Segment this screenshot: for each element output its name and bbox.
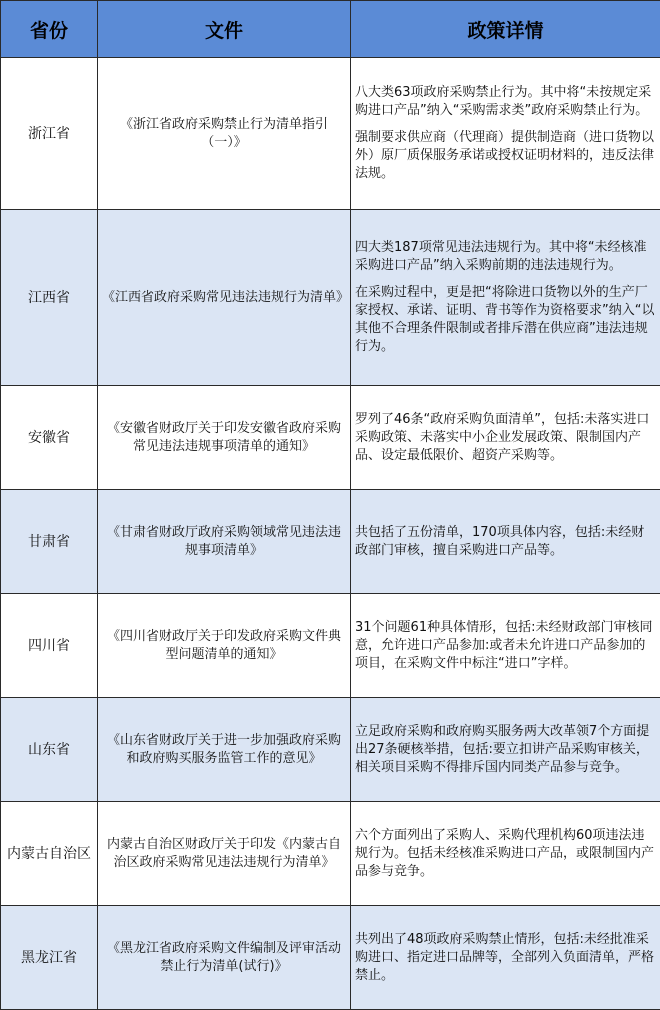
province-cell: 山东省 — [1, 698, 98, 802]
province-cell: 四川省 — [1, 594, 98, 698]
details-paragraph: 共列出了48项政府采购禁止情形，包括:未经批准采购进口、指定进口品牌等，全部列入负面清单，严格禁止。 — [355, 931, 655, 983]
header-document: 文件 — [98, 1, 351, 58]
table-row — [1, 698, 660, 802]
details-paragraph: 共包括了五份清单，170项具体内容，包括:未经财政部门审核，擅自采购进口产品等。 — [355, 524, 645, 558]
details-cell — [351, 58, 660, 210]
details-cell — [351, 698, 660, 802]
document-cell: 《浙江省政府采购禁止行为清单指引（一）》 — [98, 58, 351, 210]
table-row — [1, 386, 660, 490]
table-row — [1, 210, 660, 386]
table-row — [1, 594, 660, 698]
details-paragraph: 六个方面列出了采购人、采购代理机构60项违法违规行为。包括未经核准采购进口产品，或限制国内产品参与竞争。 — [355, 827, 655, 879]
header-province: 省份 — [1, 1, 98, 58]
details-paragraph: 四大类187项常见违法违规行为。其中将“未经核准采购进口产品”纳入采购前期的违法违规行为。 — [355, 240, 647, 273]
document-cell: 《甘肃省财政厅政府采购领域常见违法违规事项清单》 — [98, 490, 351, 594]
document-cell: 内蒙古自治区财政厅关于印发《内蒙古自治区政府采购常见违法违规行为清单》 — [98, 802, 351, 906]
document-cell: 《江西省政府采购常见违法违规行为清单》 — [98, 210, 351, 386]
province-cell: 浙江省 — [1, 58, 98, 210]
table-header — [1, 1, 660, 58]
province-cell: 黑龙江省 — [1, 906, 98, 1010]
document-cell: 《四川省财政厅关于印发政府采购文件典型问题清单的通知》 — [98, 594, 351, 698]
document-cell: 《安徽省财政厅关于印发安徽省政府采购常见违法违规事项清单的通知》 — [98, 386, 351, 490]
table-body — [1, 58, 660, 1010]
province-cell: 江西省 — [1, 210, 98, 386]
header-row — [1, 1, 660, 58]
header-details: 政策详情 — [351, 1, 660, 58]
details-cell — [351, 490, 660, 594]
province-cell: 甘肃省 — [1, 490, 98, 594]
document-cell: 《山东省财政厅关于进一步加强政府采购和政府购买服务监管工作的意见》 — [98, 698, 351, 802]
details-cell — [351, 906, 660, 1010]
details-cell — [351, 386, 660, 490]
details-paragraph: 八大类63项政府采购禁止行为。其中将“未按规定采购进口产品”纳入“采购需求类”政府采购禁止行为。 — [355, 85, 652, 118]
table-row — [1, 906, 660, 1010]
details-paragraph: 强制要求供应商（代理商）提供制造商（进口货物以外）原厂质保服务承诺或授权证明材料的，违反法律法规。 — [355, 130, 655, 181]
table-row — [1, 490, 660, 594]
details-paragraph: 罗列了46条“政府采购负面清单”，包括:未落实进口采购政策、未落实中小企业发展政策、限制国内产品、设定最低限价、超资产采购等。 — [355, 411, 650, 463]
details-cell — [351, 594, 660, 698]
document-cell: 《黑龙江省政府采购文件编制及评审活动禁止行为清单(试行)》 — [98, 906, 351, 1010]
province-cell: 安徽省 — [1, 386, 98, 490]
table-row — [1, 58, 660, 210]
details-paragraph: 立足政府采购和政府购买服务两大改革领7个方面提出27条硬核举措，包括:要立扣讲产品采购审核关，相关项目采购不得排斥国内同类产品参与竞争。 — [355, 723, 650, 775]
table-row — [1, 802, 660, 906]
details-paragraph: 31个问题61种具体情形，包括:未经财政部门审核同意，允许进口产品参加:或者未允许进口产品参加的项目，在采购文件中标注“进口”字样。 — [355, 619, 653, 671]
details-paragraph: 在采购过程中，更是把“将除进口货物以外的生产厂家授权、承诺、证明、背书等作为资格要求”纳入“以其他不合理条件限制或者排斥潜在供应商”违法违规行为。 — [355, 285, 655, 354]
province-cell: 内蒙古自治区 — [1, 802, 98, 906]
details-cell — [351, 802, 660, 906]
details-cell — [351, 210, 660, 386]
